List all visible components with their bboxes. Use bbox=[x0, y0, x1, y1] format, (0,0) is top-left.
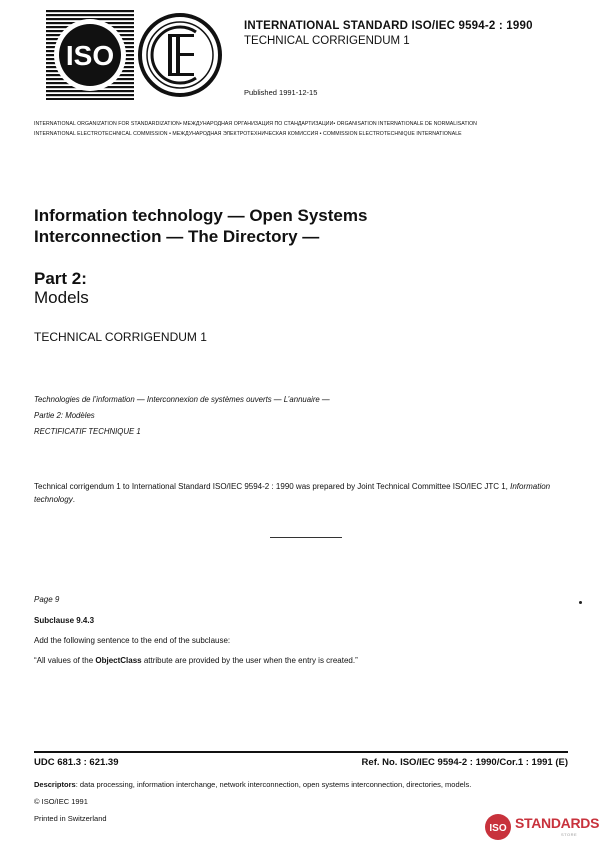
iso-logo-icon bbox=[46, 10, 224, 100]
published-date: Published 1991-12-15 bbox=[244, 88, 318, 97]
page-reference: Page 9 bbox=[34, 595, 60, 604]
watermark-iso-icon bbox=[483, 812, 513, 842]
standard-title: INTERNATIONAL STANDARD ISO/IEC 9594-2 : 1990 bbox=[244, 20, 533, 32]
french-corrigendum: RECTIFICATIF TECHNIQUE 1 bbox=[34, 427, 141, 436]
instruction-text: Add the following sentence to the end of the subclause: bbox=[34, 636, 231, 645]
iec-logo-icon bbox=[140, 15, 220, 95]
separator-line bbox=[270, 537, 342, 538]
iso-logo-text: ISO bbox=[65, 40, 115, 71]
subclause-heading: Subclause 9.4.3 bbox=[34, 616, 95, 625]
french-title: Technologies de l’information — Interconnexion de systèmes ouverts — L’annuaire — bbox=[34, 395, 330, 404]
quoted-sentence bbox=[34, 656, 358, 665]
preparation-text: Technical corrigendum 1 to International Standard ISO/IEC 9594-2 : 1990 was prepared by Joint Technical Committee ISO/IEC JTC 1, bbox=[34, 482, 511, 491]
org-line-iso: INTERNATIONAL ORGANIZATION FOR STANDARDIZATION• МЕЖДУНАРОДНАЯ ОРГАНИЗАЦИЯ ПО СТАНДАРТИЗАЦИИ• ORGANISATION INTERNATIONALE DE NORMALISATION bbox=[34, 121, 477, 127]
iso-iec-logos bbox=[46, 10, 224, 100]
quote-start: “All values of the bbox=[34, 656, 96, 665]
technical-corrigendum-label: TECHNICAL CORRIGENDUM 1 bbox=[34, 330, 207, 344]
watermark-text: STANDARDS bbox=[515, 815, 600, 831]
french-part: Partie 2: Modèles bbox=[34, 411, 95, 420]
quote-end: attribute are provided by the user when the entry is created.” bbox=[141, 656, 358, 665]
watermark-badge-text: ISO bbox=[489, 823, 507, 834]
header-corrigendum: TECHNICAL CORRIGENDUM 1 bbox=[244, 35, 410, 47]
reference-number: Ref. No. ISO/IEC 9594-2 : 1990/Cor.1 : 1991 (E) bbox=[361, 757, 568, 768]
descriptors-text: : data processing, information interchange, network interconnection, open systems interconnection, directories, models. bbox=[75, 780, 472, 789]
document-title bbox=[34, 205, 554, 247]
part-label: Part 2: bbox=[34, 269, 87, 288]
committee-name: Information technology bbox=[34, 482, 551, 504]
title-line-2: Interconnection — The Directory — bbox=[34, 227, 320, 246]
org-line-iec: INTERNATIONAL ELECTROTECHNICAL COMMISSION • МЕЖДУНАРОДНАЯ ЭЛЕКТРОТЕХНИЧЕСКАЯ КОМИССИЯ • COMMISSION ELECTROTECHNIQUE INTERNATIONALE bbox=[34, 131, 462, 137]
printed-in: Printed in Switzerland bbox=[34, 814, 107, 823]
udc-code: UDC 681.3 : 621.39 bbox=[34, 757, 119, 768]
watermark-logo bbox=[483, 812, 600, 842]
margin-dot bbox=[579, 601, 582, 604]
title-line-1: Information technology — Open Systems bbox=[34, 206, 368, 225]
footer-rule bbox=[34, 751, 568, 753]
preparation-end: . bbox=[72, 495, 75, 504]
copyright: © ISO/IEC 1991 bbox=[34, 797, 88, 806]
preparation-paragraph bbox=[34, 480, 568, 506]
part-subject: Models bbox=[34, 288, 89, 307]
watermark-store: STORE bbox=[561, 832, 578, 837]
quote-bold-term: ObjectClass bbox=[95, 656, 142, 665]
descriptors-label: Descriptors bbox=[34, 780, 76, 789]
descriptors bbox=[34, 780, 471, 789]
